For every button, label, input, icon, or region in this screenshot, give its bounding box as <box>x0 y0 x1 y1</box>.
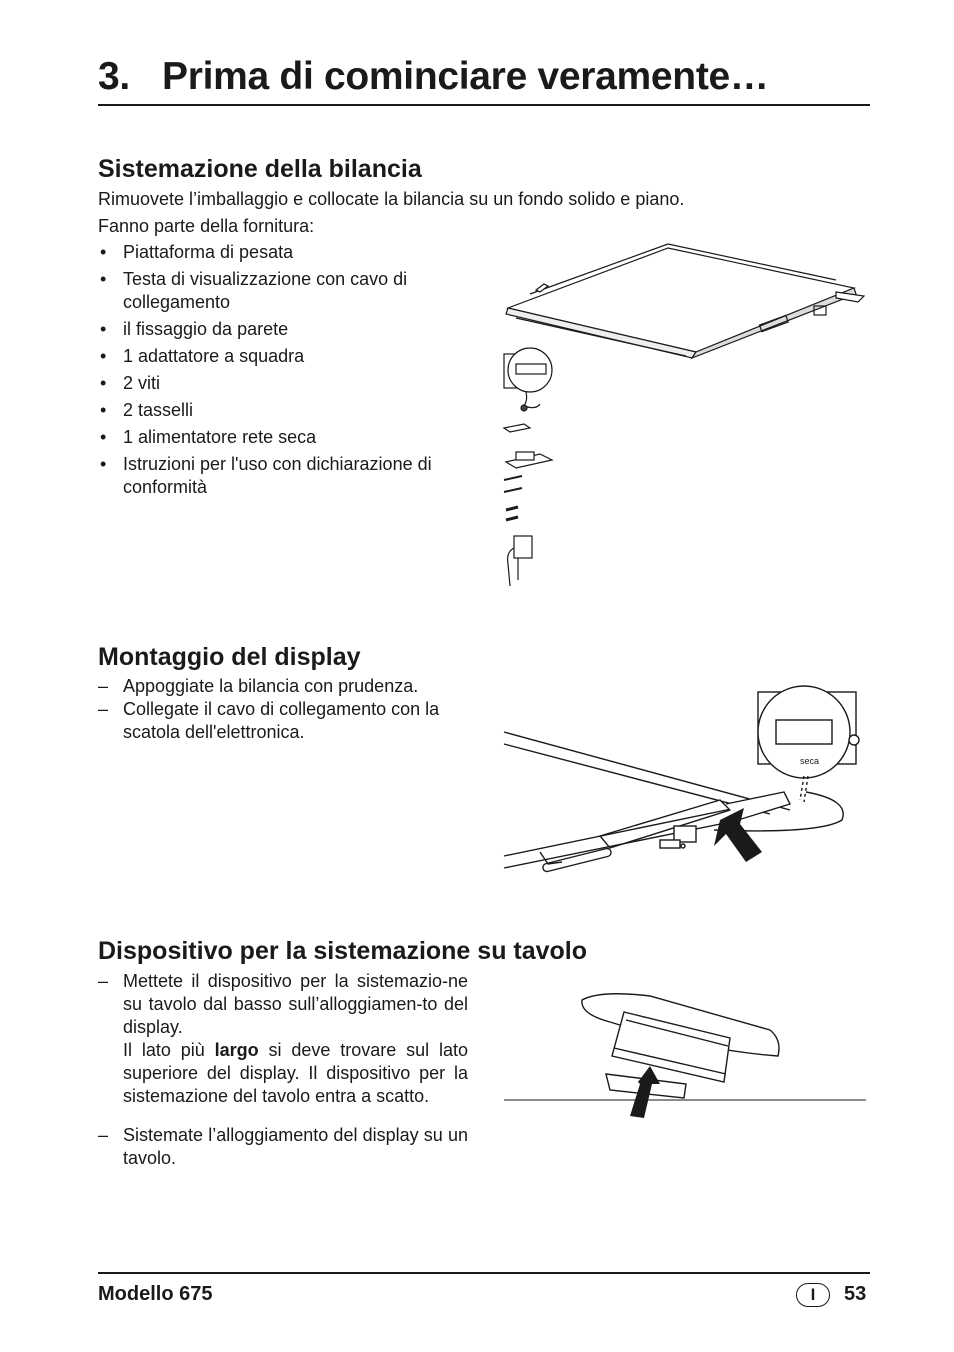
display-head-drawing <box>504 348 552 411</box>
list-item: • 2 tasselli <box>98 399 468 422</box>
title-rule <box>98 104 870 106</box>
list-item: • 1 alimentatore rete seca <box>98 426 468 449</box>
setup-intro: Rimuovete l’imballaggio e collocate la bilancia su un fondo solido e piano. <box>98 189 685 209</box>
list-item: • Testa di visualizzazione con cavo di collegamento <box>98 268 468 314</box>
screws-drawing <box>504 476 522 492</box>
angle-adapter-drawing <box>506 452 552 468</box>
footer-rule <box>98 1272 870 1274</box>
page-number: 53 <box>844 1283 867 1305</box>
supply-contents-illustration <box>496 240 872 596</box>
list-item: • 2 viti <box>98 372 468 395</box>
list-item: • Istruzioni per l'uso con dichiarazione di conformità <box>98 453 468 499</box>
table-step-1-note-bold: largo <box>214 1040 259 1060</box>
list-item: • Piattaforma di pesata <box>98 241 468 264</box>
display-head-drawing <box>758 686 859 778</box>
power-supply-drawing <box>508 536 532 586</box>
weighing-platform-drawing <box>506 244 864 358</box>
display-brand-label: seca <box>800 756 820 766</box>
chapter-number: 3. <box>98 55 130 98</box>
display-cable-illustration <box>500 680 864 890</box>
list-item: – Sistemate l’alloggiamento del display su un tavolo. <box>98 1124 468 1170</box>
supply-label: Fanno parte della fornitura: <box>98 216 315 236</box>
list-item: • 1 adattatore a squadra <box>98 345 468 368</box>
list-item <box>98 970 468 1108</box>
table-steps <box>98 970 468 1108</box>
supply-list <box>98 241 468 503</box>
display-steps <box>98 675 468 744</box>
section-heading-setup: Sistemazione della bilancia <box>98 155 422 183</box>
wall-bracket-drawing <box>504 424 530 432</box>
table-step-1-note-after: si deve trovare sul lato superiore del display. Il dispositivo per la sistemazione del tavolo entra a scatto. <box>123 1040 469 1106</box>
table-stand-illustration <box>500 986 868 1126</box>
list-item: – Collegate il cavo di collegamento con la scatola dell'elettronica. <box>98 698 468 744</box>
table-step-1-text: Mettete il dispositivo per la sistemazio-ne su tavolo dal basso sull’alloggiamen-to del display. <box>123 971 468 1037</box>
chapter-title <box>98 52 870 102</box>
section-heading-display: Montaggio del display <box>98 643 361 671</box>
table-steps-2 <box>98 1124 468 1170</box>
list-item: • il fissaggio da parete <box>98 318 468 341</box>
footer-model: Modello 675 <box>98 1283 213 1305</box>
section-heading-table: Dispositivo per la sistemazione su tavolo <box>98 937 588 965</box>
list-item: – Appoggiate la bilancia con prudenza. <box>98 675 468 698</box>
table-step-1-note-before: Il lato più <box>123 1040 215 1060</box>
dowels-drawing <box>506 507 518 520</box>
arrow-icon <box>714 808 762 862</box>
language-badge: I <box>796 1283 830 1307</box>
display-housing-drawing <box>582 994 779 1082</box>
chapter-title-text: Prima di cominciare veramente… <box>162 55 769 98</box>
